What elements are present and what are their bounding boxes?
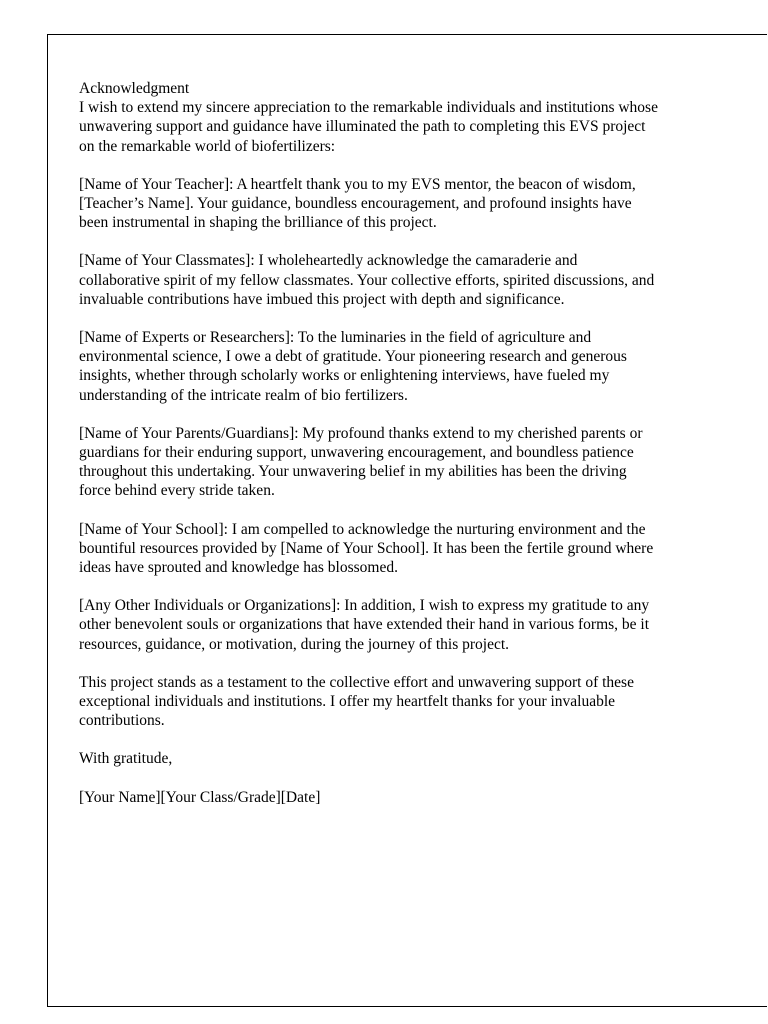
paragraph-line: other benevolent souls or organizations that have extended their hand in various forms, be it: [79, 616, 650, 634]
paragraph-line: This project stands as a testament to the collective effort and unwavering support of these: [79, 673, 634, 691]
paragraph-line: I wish to extend my sincere appreciation to the remarkable individuals and institutions whose: [79, 99, 658, 117]
paragraph-line: guardians for their enduring support, unwavering encouragement, and boundless patience: [79, 444, 634, 462]
paragraph-line: environmental science, I owe a debt of gratitude. Your pioneering research and generous: [79, 348, 627, 366]
paragraph-classmates: [79, 251, 744, 309]
paragraph-school: [79, 520, 744, 578]
document-body: [79, 79, 744, 826]
paragraph-line: [Name of Your School]: I am compelled to acknowledge the nurturing environment and the: [79, 520, 646, 538]
paragraph-line: resources, guidance, or motivation, during the journey of this project.: [79, 635, 510, 653]
sign-off-line: With gratitude,: [79, 750, 173, 768]
document-title: Acknowledgment: [79, 80, 190, 97]
paragraph-closing: [79, 673, 744, 731]
paragraph-teacher: [79, 175, 744, 233]
paragraph-line: understanding of the intricate realm of bio fertilizers.: [79, 386, 408, 404]
paragraph-others: [79, 596, 744, 654]
document-page: [47, 34, 767, 1007]
paragraph-line: force behind every stride taken.: [79, 482, 275, 500]
paragraph-parents: [79, 424, 744, 501]
paragraph-line: insights, whether through scholarly works or enlightening interviews, have fueled my: [79, 367, 610, 385]
paragraph-line: unwavering support and guidance have illuminated the path to completing this EVS project: [79, 118, 646, 136]
paragraph-line: bountiful resources provided by [Name of Your School]. It has been the fertile ground where: [79, 539, 654, 557]
paragraph-experts: [79, 328, 744, 405]
signature-placeholder: [79, 788, 744, 807]
paragraph-intro: [79, 98, 744, 156]
paragraph-line: ideas have sprouted and knowledge has blossomed.: [79, 559, 398, 577]
paragraph-line: [Name of Your Teacher]: A heartfelt thank you to my EVS mentor, the beacon of wisdom,: [79, 175, 636, 193]
paragraph-line: throughout this undertaking. Your unwavering belief in my abilities has been the driving: [79, 463, 627, 481]
paragraph-line: been instrumental in shaping the brilliance of this project.: [79, 214, 437, 232]
paragraph-line: invaluable contributions have imbued this project with depth and significance.: [79, 290, 565, 308]
paragraph-line: exceptional individuals and institutions. I offer my heartfelt thanks for your invaluable: [79, 693, 616, 711]
paragraph-line: [Name of Experts or Researchers]: To the luminaries in the field of agriculture and: [79, 329, 592, 347]
sign-off: [79, 749, 744, 768]
paragraph-line: [Any Other Individuals or Organizations]: In addition, I wish to express my gratitude to any: [79, 597, 650, 615]
paragraph-line: [Teacher’s Name]. Your guidance, boundless encouragement, and profound insights have: [79, 195, 632, 213]
paragraph-line: [Name of Your Parents/Guardians]: My profound thanks extend to my cherished parents or: [79, 424, 643, 442]
signature-line: [Your Name][Your Class/Grade][Date]: [79, 788, 321, 806]
paragraph-line: on the remarkable world of biofertilizers:: [79, 137, 336, 155]
paragraph-line: collaborative spirit of my fellow classmates. Your collective efforts, spirited discussions, and: [79, 271, 655, 289]
paragraph-line: contributions.: [79, 712, 165, 730]
paragraph-line: [Name of Your Classmates]: I wholeheartedly acknowledge the camaraderie and: [79, 252, 578, 270]
